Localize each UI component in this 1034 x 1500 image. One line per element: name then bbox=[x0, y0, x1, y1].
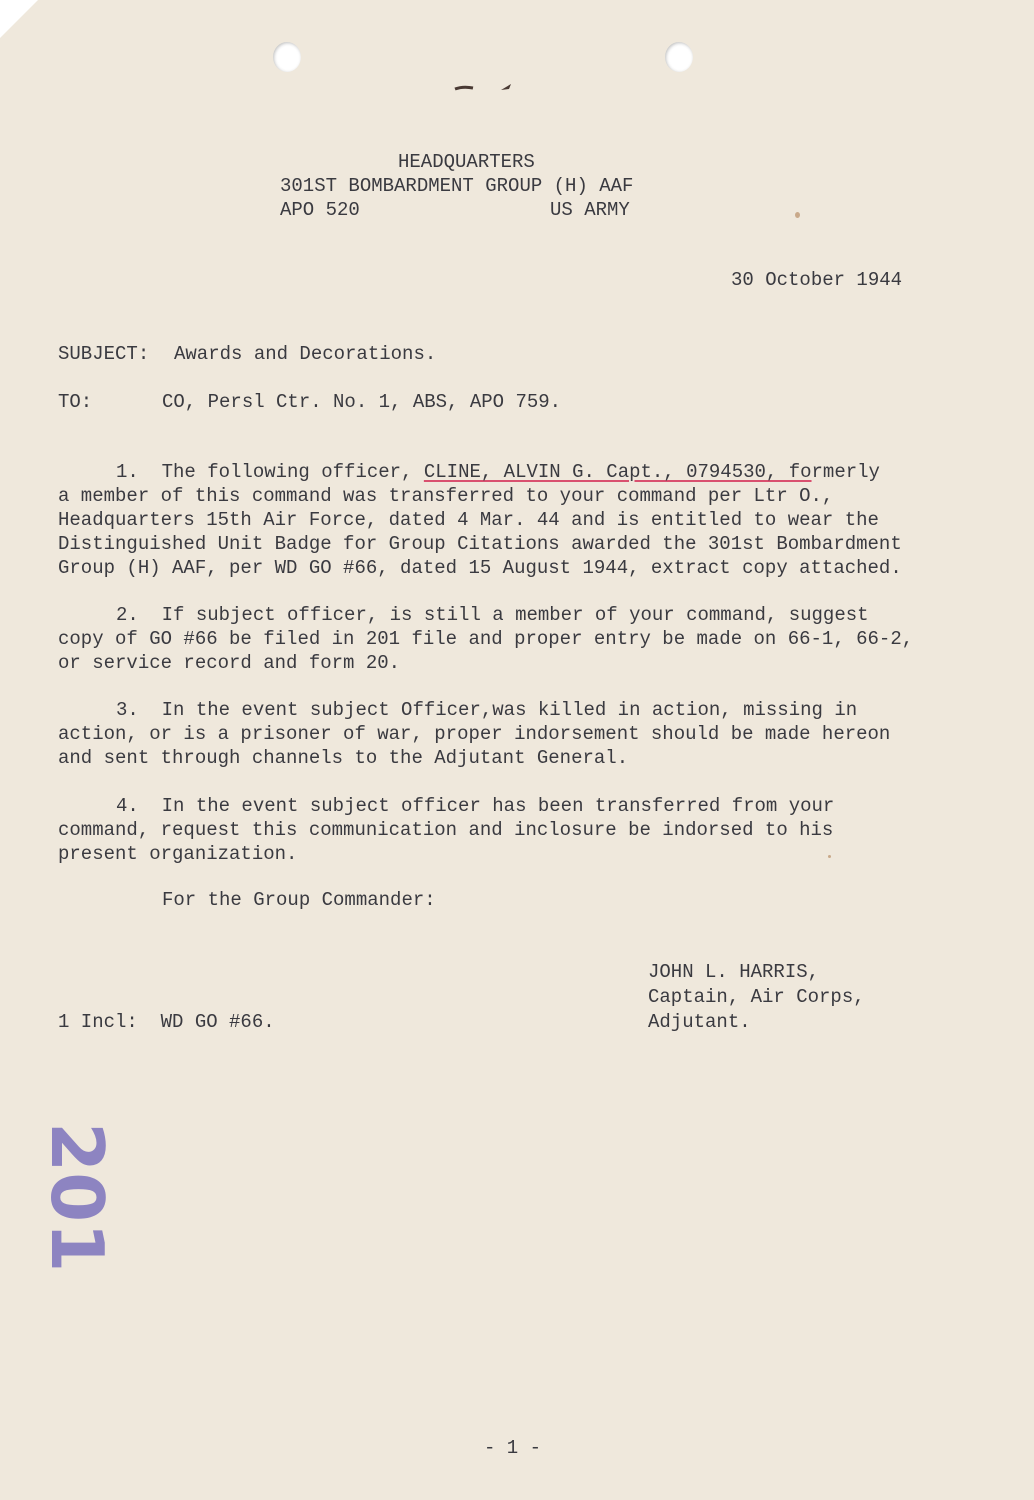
paragraph-2-line-1: 2. If subject officer, is still a member of your command, suggest bbox=[116, 604, 869, 626]
paragraph-1-line-1 bbox=[116, 460, 880, 484]
signature-rank: Captain, Air Corps, bbox=[648, 986, 865, 1008]
paper-speck bbox=[795, 212, 800, 218]
paragraph-1-line-5: Group (H) AAF, per WD GO #66, dated 15 August 1944, extract copy attached. bbox=[58, 557, 902, 579]
subject-label: SUBJECT: bbox=[58, 343, 150, 365]
paragraph-1-line-3: Headquarters 15th Air Force, dated 4 Mar. 44 and is entitled to wear the bbox=[58, 509, 879, 531]
inclosure-line: 1 Incl: WD GO #66. bbox=[58, 1011, 275, 1033]
paragraph-4-line-3: present organization. bbox=[58, 843, 298, 865]
paragraph-3-line-1: 3. In the event subject Officer,was killed in action, missing in bbox=[116, 699, 858, 721]
letterhead-unit: 301ST BOMBARDMENT GROUP (H) AAF bbox=[280, 175, 634, 197]
corner-fold bbox=[0, 0, 38, 38]
file-stamp-text: 201 bbox=[35, 1122, 119, 1273]
page-number: - 1 - bbox=[484, 1437, 542, 1459]
ink-smudge bbox=[453, 82, 513, 94]
signature-title: Adjutant. bbox=[648, 1011, 751, 1033]
letterhead-army: US ARMY bbox=[550, 199, 630, 221]
file-stamp bbox=[30, 1110, 150, 1290]
paragraph-1-lead: 1. The following officer, bbox=[116, 461, 424, 483]
paragraph-4-line-2: command, request this communication and inclosure be indorsed to his bbox=[58, 819, 834, 841]
subject-value: Awards and Decorations. bbox=[174, 343, 437, 365]
paragraph-3-line-3: and sent through channels to the Adjutant General. bbox=[58, 747, 629, 769]
closing-line: For the Group Commander: bbox=[162, 889, 436, 911]
punch-hole-right bbox=[665, 42, 693, 72]
officer-name-underlined: CLINE, ALVIN G. Capt., 0794530, fo bbox=[423, 461, 812, 483]
letter-date: 30 October 1944 bbox=[731, 269, 903, 291]
paragraph-3-line-2: action, or is a prisoner of war, proper indorsement should be made hereon bbox=[58, 723, 891, 745]
paragraph-1-line-2: a member of this command was transferred to your command per Ltr O., bbox=[58, 485, 834, 507]
letterhead-apo: APO 520 bbox=[280, 199, 360, 221]
paragraph-1-line-4: Distinguished Unit Badge for Group Citations awarded the 301st Bombardment bbox=[58, 533, 902, 555]
to-label: TO: bbox=[58, 391, 93, 413]
punch-hole-left bbox=[273, 42, 301, 72]
paragraph-4-line-1: 4. In the event subject officer has been transferred from your bbox=[116, 795, 835, 817]
letterhead-title: HEADQUARTERS bbox=[398, 151, 535, 173]
to-value: CO, Persl Ctr. No. 1, ABS, APO 759. bbox=[162, 391, 562, 413]
paragraph-2-line-3: or service record and form 20. bbox=[58, 652, 401, 674]
paper-speck bbox=[828, 855, 831, 858]
paragraph-2-line-2: copy of GO #66 be filed in 201 file and proper entry be made on 66-1, 66-2, bbox=[58, 628, 914, 650]
signature-name: JOHN L. HARRIS, bbox=[648, 961, 820, 983]
paragraph-1-tail: rmerly bbox=[811, 461, 880, 483]
